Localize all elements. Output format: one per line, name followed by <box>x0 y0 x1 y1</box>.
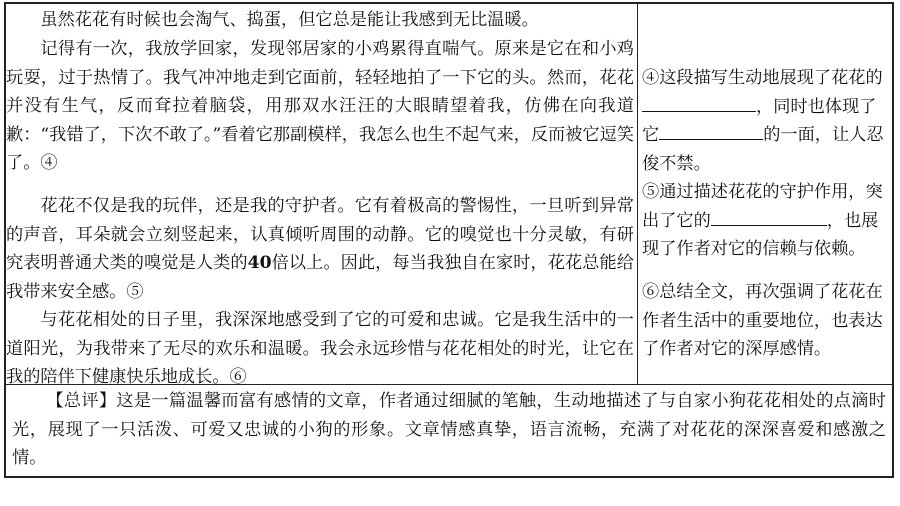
annotation-5-part-2: ，也展现了作者对它的信赖与依赖。 <box>642 210 879 260</box>
annotation-4 <box>642 64 890 178</box>
annotation-6: ⑥总结全文，再次强调了花花在作者生活中的重要地位，也表达了作者对它的深厚感情。 <box>642 282 883 360</box>
paragraph-2: 记得有一次，我放学回家，发现邻居家的小鸡累得直喘气。原来是它在和小鸡玩耍，过于热情了。我气冲冲地走到它面前，轻轻地拍了一下它的头。然而，花花并没有生气，反而耷拉着脑袋，用那双水汪汪的大眼睛望着我，仿佛在向我道歉：“我错了，下次不敢了。”看着它那副模样，我怎么也生不起气来，反而被它逗笑了。④ <box>6 39 634 174</box>
answer-blank[interactable] <box>659 123 763 140</box>
passage-row <box>6 4 892 388</box>
summary-label: 【总评】 <box>46 391 117 411</box>
paragraph-3-part-2: 倍以上。因此，每当我独自在家时，花花总能给我带来安全感。⑤ <box>6 253 634 302</box>
paragraph-3-part-1: 花花不仅是我的玩伴，还是我的守护者。它有着极高的警惕性，一旦听到异常的声音，耳朵就会立刻竖起来，认真倾听周围的动静。它的嗅觉也十分灵敏，有研究表明普通犬类的嗅觉是人类的 <box>6 196 634 274</box>
annotation-column <box>638 4 892 384</box>
annotation-5 <box>642 178 890 264</box>
annotation-4-part-2: ，同时也体现了它 <box>642 96 877 146</box>
summary-paragraph <box>12 387 886 473</box>
passage-column <box>6 4 638 388</box>
answer-blank[interactable] <box>642 95 756 112</box>
annotated-text-table <box>4 2 894 478</box>
summary-text: 这是一篇温馨而富有感情的文章，作者通过细腻的笔触，生动地描述了与自家小狗花花相处的点滴时光，展现了一只活泼、可爱又忠诚的小狗的形象。文章情感真挚，语言流畅，充满了对花花的深深喜爱和感激之情。 <box>12 391 886 469</box>
paragraph-3-number: 40 <box>247 253 272 274</box>
annotation-4-part-1: ④这段描写生动地展现了花花的 <box>642 68 883 88</box>
summary-row <box>6 385 892 476</box>
answer-blank-continued[interactable] <box>797 209 827 226</box>
paragraph-1: 虽然花花有时候也会淘气、捣蛋，但它总是能让我感到无比温暖。 <box>40 10 539 30</box>
paragraph-4: 与花花相处的日子里，我深深地感受到了它的可爱和忠诚。它是我生活中的一道阳光，为我带来了无尽的欢乐和温暖。我会永远珍惜与花花相处的时光，让它在我的陪伴下健康快乐地成长。⑥ <box>6 310 634 388</box>
annotation-5-part-1: ⑤通过描述花花的守护作用，突出了它的 <box>642 182 883 231</box>
paragraph-3 <box>6 192 634 306</box>
answer-blank[interactable] <box>711 209 797 226</box>
annotation-4-part-3: 的一面，让人忍俊不禁。 <box>642 125 884 174</box>
